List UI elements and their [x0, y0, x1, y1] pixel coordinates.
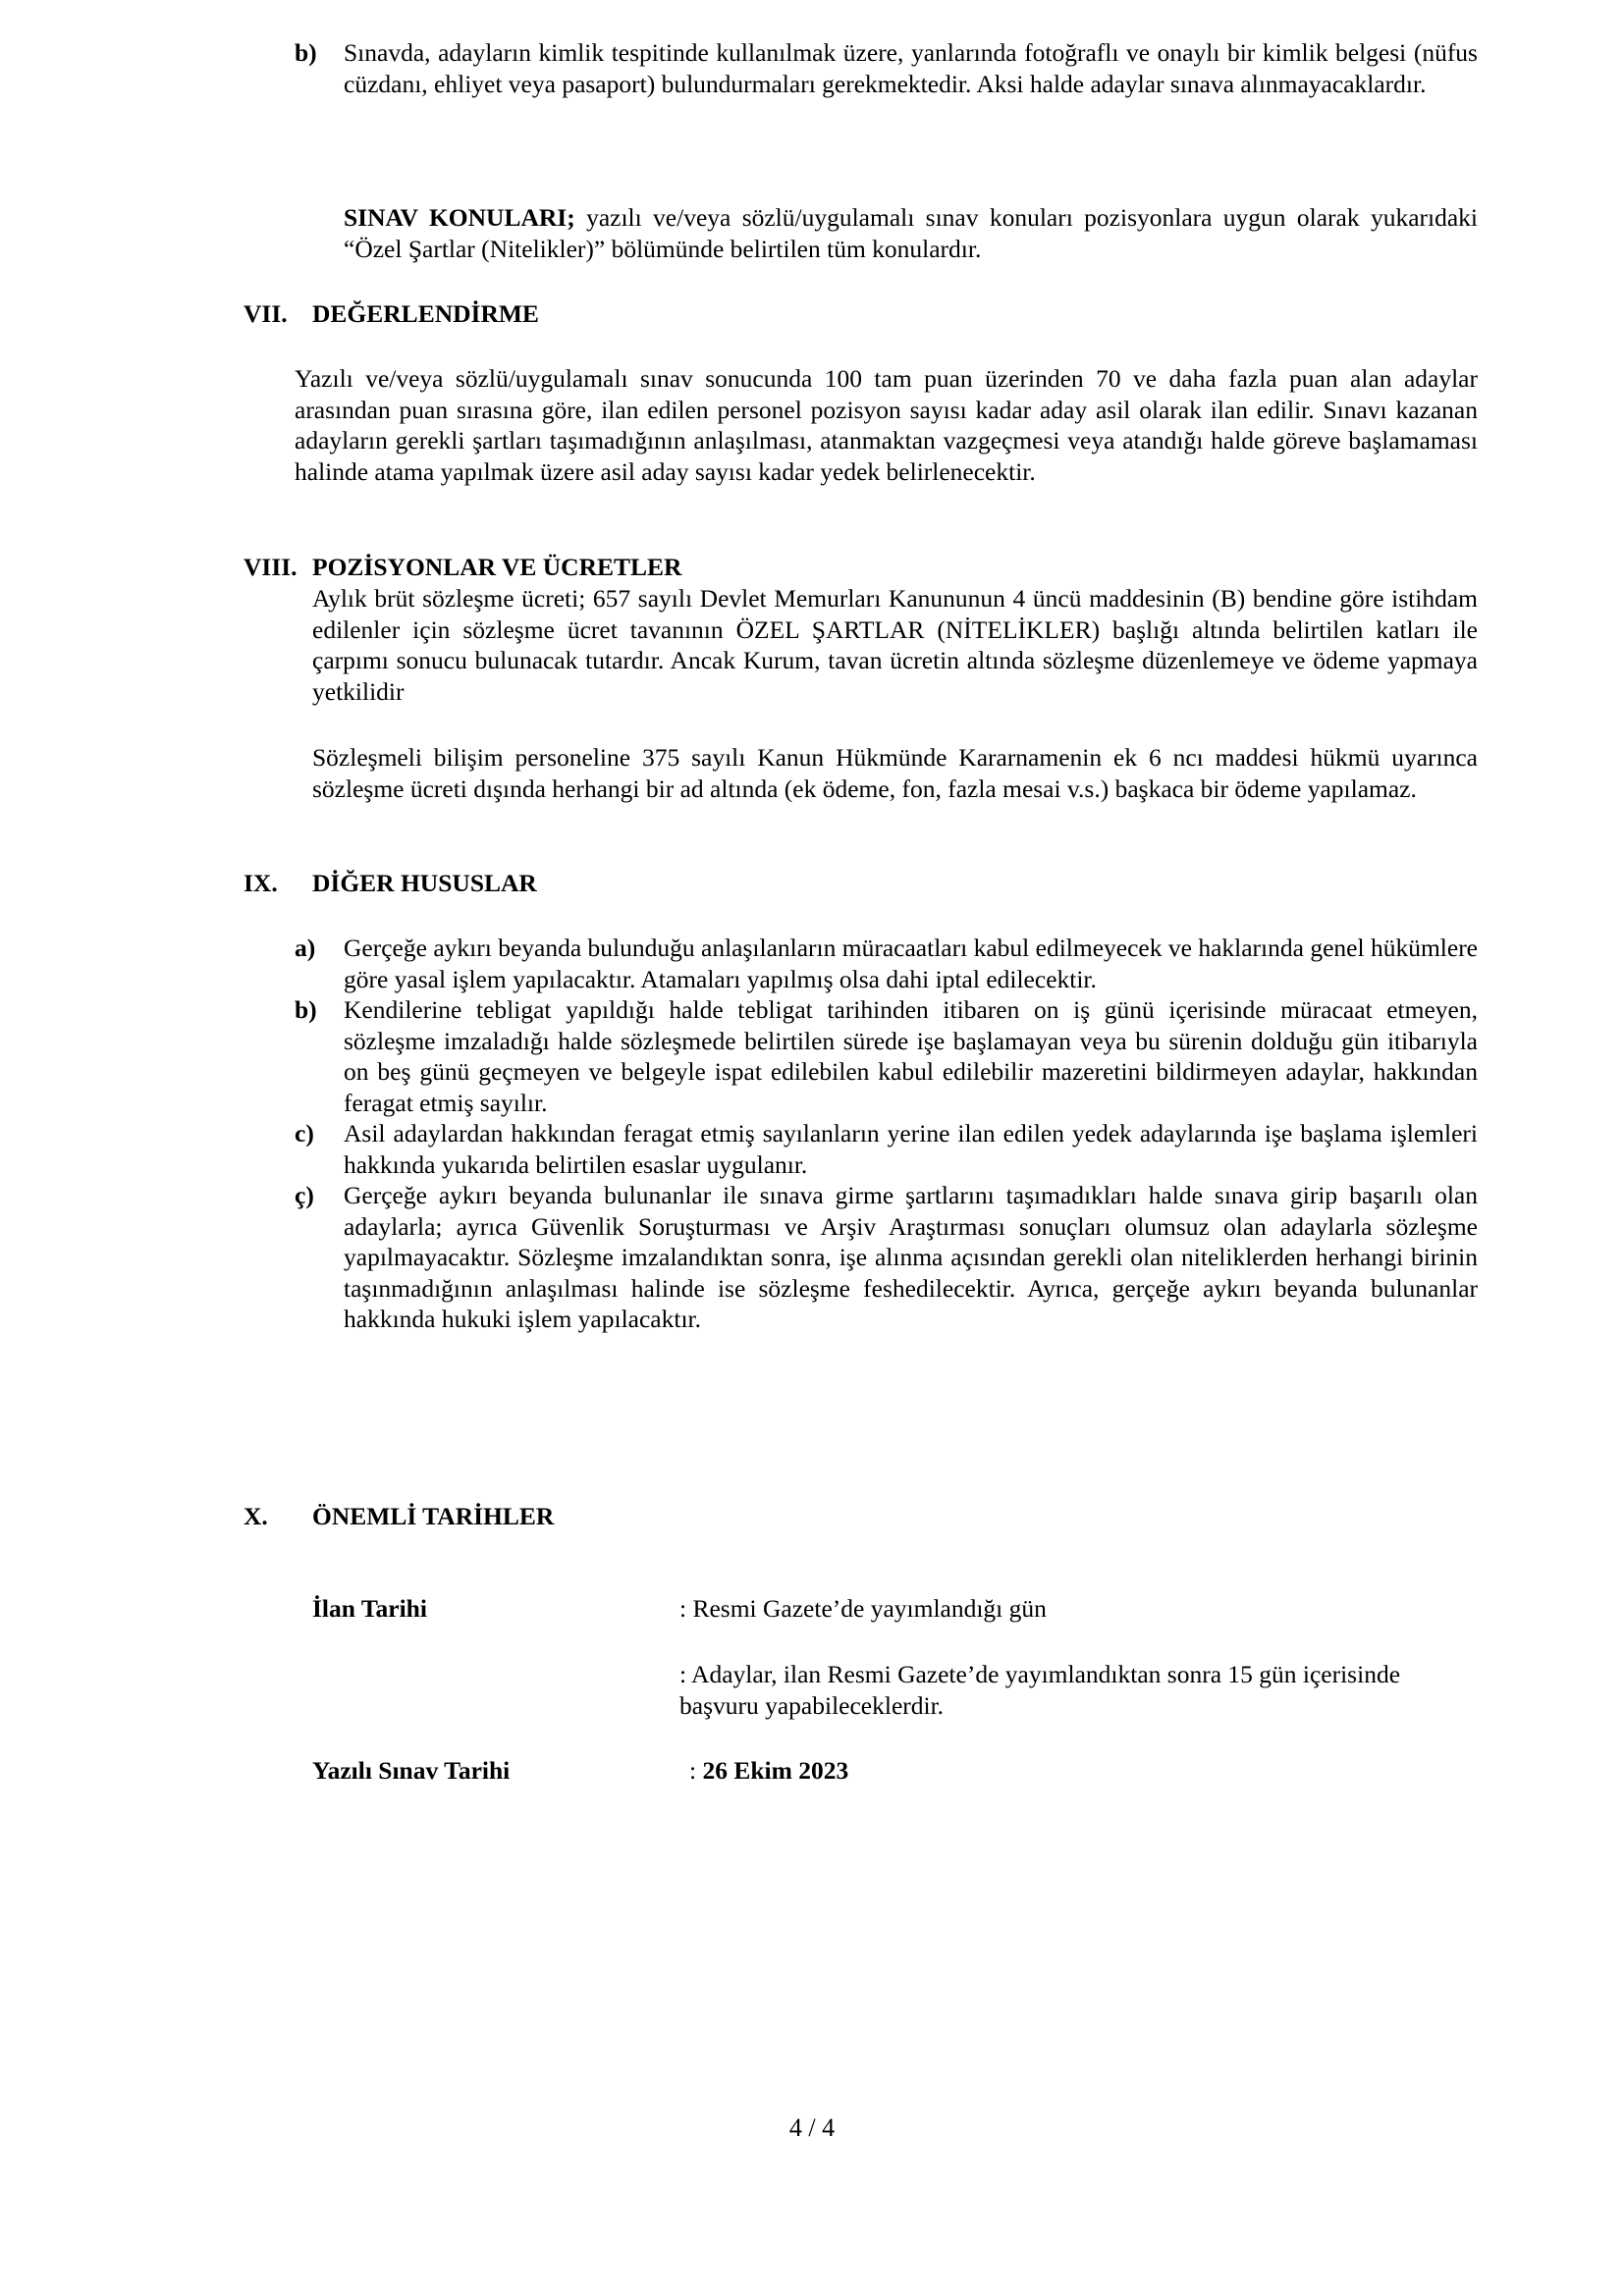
yazili-sinav-tarihi-value-line [689, 1755, 1278, 1787]
section-ix-title: DİĞER HUSUSLAR [312, 869, 537, 897]
section-vii-heading [244, 298, 833, 330]
exam-topics-text: yazılı ve/veya sözlü/uygulamalı sınav konuları pozisyonlara uygun olarak yukarıdaki “Özel Şartlar (Nitelikler)” bölümünde belirtilen tüm konulardır. [344, 203, 1479, 263]
yazili-sinav-tarihi-label: Yazılı Sınav Tarihi [312, 1756, 511, 1785]
section-vii-title: DEĞERLENDİRME [312, 299, 539, 328]
basvuru-value: : Adaylar, ilan Resmi Gazete’de yayımlandıktan sonra 15 gün içerisinde başvuru yapabileceklerdir. [679, 1660, 1401, 1720]
section-x-title: ÖNEMLİ TARİHLER [312, 1502, 555, 1530]
section-viii-para-2: Sözleşmeli bilişim personeline 375 sayılı Kanun Hükmünde Kararnamenin ek 6 ncı maddesi hükmü uyarınca sözleşme ücreti dışında herhangi bir ad altında (ek ödeme, fon, fazla mesai v.s.) başkaca bir ödeme yapılamaz. [312, 743, 1478, 803]
ilan-tarihi-label: İlan Tarihi [312, 1594, 427, 1623]
ilan-tarihi-value: : Resmi Gazete’de yayımlandığı gün [679, 1594, 1047, 1623]
section-viii-heading [244, 552, 931, 583]
yazili-sinav-date: 26 Ekim 2023 [702, 1756, 849, 1785]
section-x-number: X. [244, 1502, 268, 1530]
list-item-label: a) [295, 934, 316, 962]
section-ix-heading [244, 868, 833, 899]
list-item-text: Gerçeğe aykırı beyanda bulunanlar ile sınava girme şartlarını taşımadıkları halde sınava girip başarılı olan adaylarla; ayrıca Güvenlik Soruşturması ve Arşiv Araştırması sonuçları olumsuz olan adaylarla sözleşme yapılmayacaktır. Sözleşme imzalandıktan sonra, işe alınma açısından gerekli olan niteliklerden herhangi birinin taşınmadığının anlaşılması halinde ise sözleşme feshedilecektir. Ayrıca, gerçeğe aykırı beyanda bulunanlar hakkında hukuki işlem yapılacaktır. [344, 1181, 1478, 1333]
section-vii-text: Yazılı ve/veya sözlü/uygulamalı sınav sonucunda 100 tam puan üzerinden 70 ve daha fazla puan alan adaylar arasından puan sırasına göre, ilan edilen personel pozisyon sayısı kadar aday asil olarak ilan edilir. Sınavı kazanan adayların gerekli şartları taşımadığının anlaşılması, atanmaktan vazgeçmesi veya atandığı halde göreve başlamaması halinde atama yapılmak üzere asil aday sayısı kadar yedek belirlenecektir. [295, 364, 1478, 486]
yazili-sinav-colon: : [689, 1756, 703, 1785]
exam-topics-label: SINAV KONULARI; [344, 203, 575, 232]
section-viii-para-1: Aylık brüt sözleşme ücreti; 657 sayılı Devlet Memurları Kanununun 4 üncü maddesinin (B) bendine göre istihdam edilenler için sözleşme ücret tavanının ÖZEL ŞARTLAR (NİTELİKLER) başlığı altında belirtilen katları ile çarpımı sonucu bulunacak tutardır. Ancak Kurum, tavan ücretin altında sözleşme düzenlemeye ve ödeme yapmaya yetkilidir [312, 584, 1478, 706]
list-item-label: b) [295, 995, 317, 1024]
list-item-text: Kendilerine tebligat yapıldığı halde tebligat tarihinden itibaren on iş günü içerisinde müracaat etmeyen, sözleşme imzaladığı halde sözleşmede belirtilen sürede işe başlamayan veya bu sürenin dolduğu gün itibarıyla on beş günü geçmeyen ve belgeyle ispat edilebilen kabul edilebilir mazeretini bildirmeyen adaylar, hakkından feragat etmiş sayılır. [344, 995, 1478, 1117]
section-vii-number: VII. [244, 299, 288, 328]
page-number: 4 / 4 [788, 2113, 836, 2142]
section-ix-number: IX. [244, 869, 278, 897]
list-item-text: Asil adaylardan hakkından feragat etmiş sayılanların yerine ilan edilen yedek adaylarında işe başlama işlemleri hakkında yukarıda belirtilen esaslar uygulanır. [344, 1119, 1478, 1179]
section-viii-number: VIII. [244, 553, 298, 581]
item-b-text: Sınavda, adayların kimlik tespitinde kullanılmak üzere, yanlarında fotoğraflı ve onaylı bir kimlik belgesi (nüfus cüzdanı, ehliyet veya pasaport) bulundurmaları gerekmektedir. Aksi halde adaylar sınava alınmayacaklardır. [344, 38, 1478, 98]
list-item-label: ç) [295, 1181, 314, 1209]
exam-topics-paragraph [344, 202, 1478, 264]
section-x-heading [244, 1501, 833, 1532]
section-viii-title: POZİSYONLAR VE ÜCRETLER [312, 553, 682, 581]
item-b-label: b) [295, 38, 317, 67]
list-item-label: c) [295, 1119, 314, 1148]
list-item-text: Gerçeğe aykırı beyanda bulunduğu anlaşılanların müracaatları kabul edilmeyecek ve haklarında genel hükümlere göre yasal işlem yapılacaktır. Atamaları yapılmış olsa dahi iptal edilecektir. [344, 934, 1478, 993]
